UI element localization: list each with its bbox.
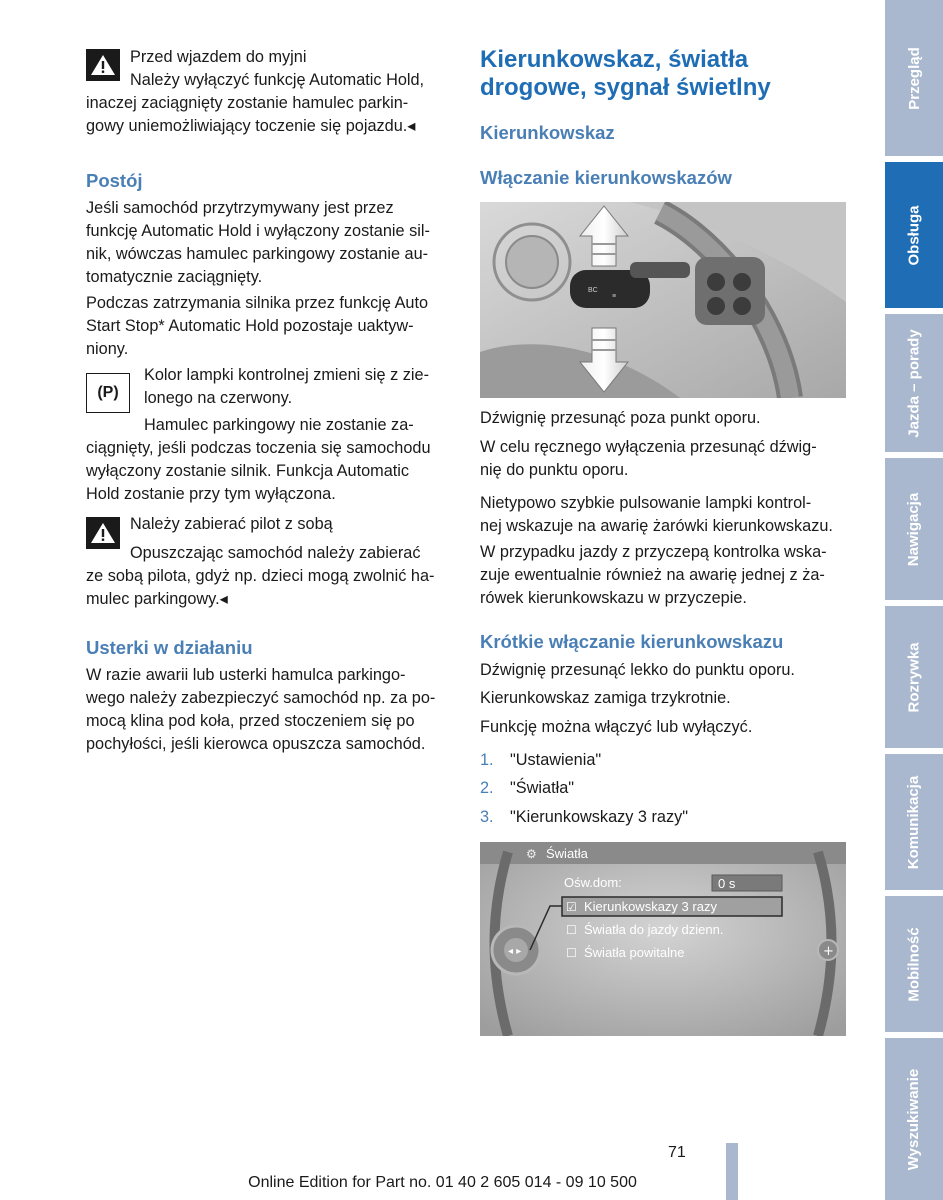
screen-menu-item: Światła powitalne xyxy=(584,945,685,960)
paragraph: Funkcję można włączyć lub wyłączyć. xyxy=(480,718,753,736)
tab-jazda-porady[interactable]: Jazda – porady xyxy=(885,314,943,452)
screen-row-label: Ośw.dom: xyxy=(564,875,622,890)
paragraph: Dźwignię przesunąć poza punkt oporu. xyxy=(480,409,761,427)
gear-icon: ⚙ xyxy=(526,847,537,861)
section-heading: Postój xyxy=(86,170,143,191)
warning-text: Należy wyłączyć funkcję Automatic Hold, xyxy=(130,71,425,89)
page-number: 71 xyxy=(668,1144,686,1161)
checkbox-icon: ☐ xyxy=(566,946,577,960)
paragraph: rówek kierunkowskazu w przyczepie. xyxy=(480,589,747,607)
warning-text: Opuszczając samochód należy zabierać xyxy=(130,544,421,562)
warning-icon xyxy=(86,517,120,549)
paragraph: nej wskazuje na awarię żarówki kierunkowskazu. xyxy=(480,517,833,535)
turn-signal-lever-photo xyxy=(480,202,846,398)
paragraph: zuje ewentualnie również na awarię jednej z ża- xyxy=(480,566,825,584)
svg-text:◂ ▸: ◂ ▸ xyxy=(508,946,522,957)
screen-menu-item: Kierunkowskazy 3 razy xyxy=(584,899,717,914)
paragraph: Jeśli samochód przytrzymywany jest przez xyxy=(86,199,394,217)
checkbox-checked-icon: ☑ xyxy=(566,900,577,914)
lever-label: ≡ xyxy=(612,293,617,300)
paragraph: tomatycznie zaciągnięty. xyxy=(86,268,263,286)
paragraph: ciągnięty, jeśli podczas toczenia się samochodu xyxy=(86,439,431,457)
tab-mobilnosc[interactable]: Mobilność xyxy=(885,896,943,1032)
tab-komunikacja[interactable]: Komunikacja xyxy=(885,754,943,890)
paragraph: pochyłości, jeśli kierowca opuszcza samochód. xyxy=(86,735,426,753)
paragraph: lonego na czerwony. xyxy=(144,389,293,407)
paragraph: niony. xyxy=(86,340,129,358)
warning-text: gowy uniemożliwiający toczenie się pojazdu.◂ xyxy=(86,117,416,135)
paragraph: Hold zostanie przy tym wyłączona. xyxy=(86,485,336,503)
footer-text: Online Edition for Part no. 01 40 2 605 014 - 09 10 500 xyxy=(248,1174,637,1191)
paragraph: Hamulec parkingowy nie zostanie za- xyxy=(144,416,414,434)
list-item: 3. "Kierunkowskazy 3 razy" xyxy=(480,808,689,826)
section-heading: Włączanie kierunkowskazów xyxy=(480,167,732,188)
tab-przeglad[interactable]: Przegląd xyxy=(885,0,943,156)
tab-nawigacja[interactable]: Nawigacja xyxy=(885,458,943,600)
paragraph: nię do punktu oporu. xyxy=(480,461,629,479)
idrive-screen-photo xyxy=(480,842,846,1036)
warning-text: ze sobą pilota, gdyż np. dzieci mogą zwolnić ha- xyxy=(86,567,435,585)
screen-menu-item: Światła do jazdy dzienn. xyxy=(584,922,724,937)
screen-header: Światła xyxy=(546,846,588,861)
paragraph: Kolor lampki kontrolnej zmieni się z zie- xyxy=(144,366,430,384)
list-item: 1. "Ustawienia" xyxy=(480,751,602,769)
paragraph: Dźwignię przesunąć lekko do punktu oporu. xyxy=(480,661,795,679)
lever-label: BC xyxy=(588,287,598,294)
section-heading: Usterki w działaniu xyxy=(86,637,253,658)
page-title: Kierunkowskaz, światła drogowe, sygnał świetlny xyxy=(480,46,771,101)
screen-row-value: 0 s xyxy=(718,876,736,891)
warning-title: Należy zabierać pilot z sobą xyxy=(130,515,333,533)
tab-rozrywka[interactable]: Rozrywka xyxy=(885,606,943,748)
parking-brake-indicator-icon: (P) xyxy=(86,373,130,413)
paragraph: nik, wówczas hamulec parkingowy zostanie au- xyxy=(86,245,429,263)
paragraph: mocą klina pod koła, przed stoczeniem się po xyxy=(86,712,415,730)
section-heading: Kierunkowskaz xyxy=(480,122,615,143)
warning-title: Przed wjazdem do myjni xyxy=(130,48,307,66)
paragraph: W celu ręcznego wyłączenia przesunąć dźwig- xyxy=(480,438,817,456)
list-item: 2. "Światła" xyxy=(480,779,575,797)
paragraph: Nietypowo szybkie pulsowanie lampki kontrol- xyxy=(480,494,812,512)
paragraph: Kierunkowskaz zamiga trzykrotnie. xyxy=(480,689,731,707)
checkbox-icon: ☐ xyxy=(566,923,577,937)
paragraph: W przypadku jazdy z przyczepą kontrolka wska- xyxy=(480,543,827,561)
tab-obsluga[interactable]: Obsługa xyxy=(885,162,943,308)
warning-icon xyxy=(86,49,120,81)
svg-text:+: + xyxy=(823,944,834,959)
warning-text: inaczej zaciągnięty zostanie hamulec parkin- xyxy=(86,94,409,112)
paragraph: wego należy zabezpieczyć samochód np. za po- xyxy=(86,689,436,707)
section-heading: Krótkie włączanie kierunkowskazu xyxy=(480,631,784,652)
warning-text: mulec parkingowy.◂ xyxy=(86,590,228,608)
paragraph: Podczas zatrzymania silnika przez funkcję Auto xyxy=(86,294,429,312)
tab-wyszukiwanie[interactable]: Wyszukiwanie xyxy=(885,1038,943,1200)
paragraph: Start Stop* Automatic Hold pozostaje uaktyw- xyxy=(86,317,414,335)
paragraph: W razie awarii lub usterki hamulca parkingo- xyxy=(86,666,406,684)
paragraph: funkcję Automatic Hold i wyłączony zostanie sil- xyxy=(86,222,430,240)
paragraph: wyłączony zostanie silnik. Funkcja Automatic xyxy=(86,462,410,480)
